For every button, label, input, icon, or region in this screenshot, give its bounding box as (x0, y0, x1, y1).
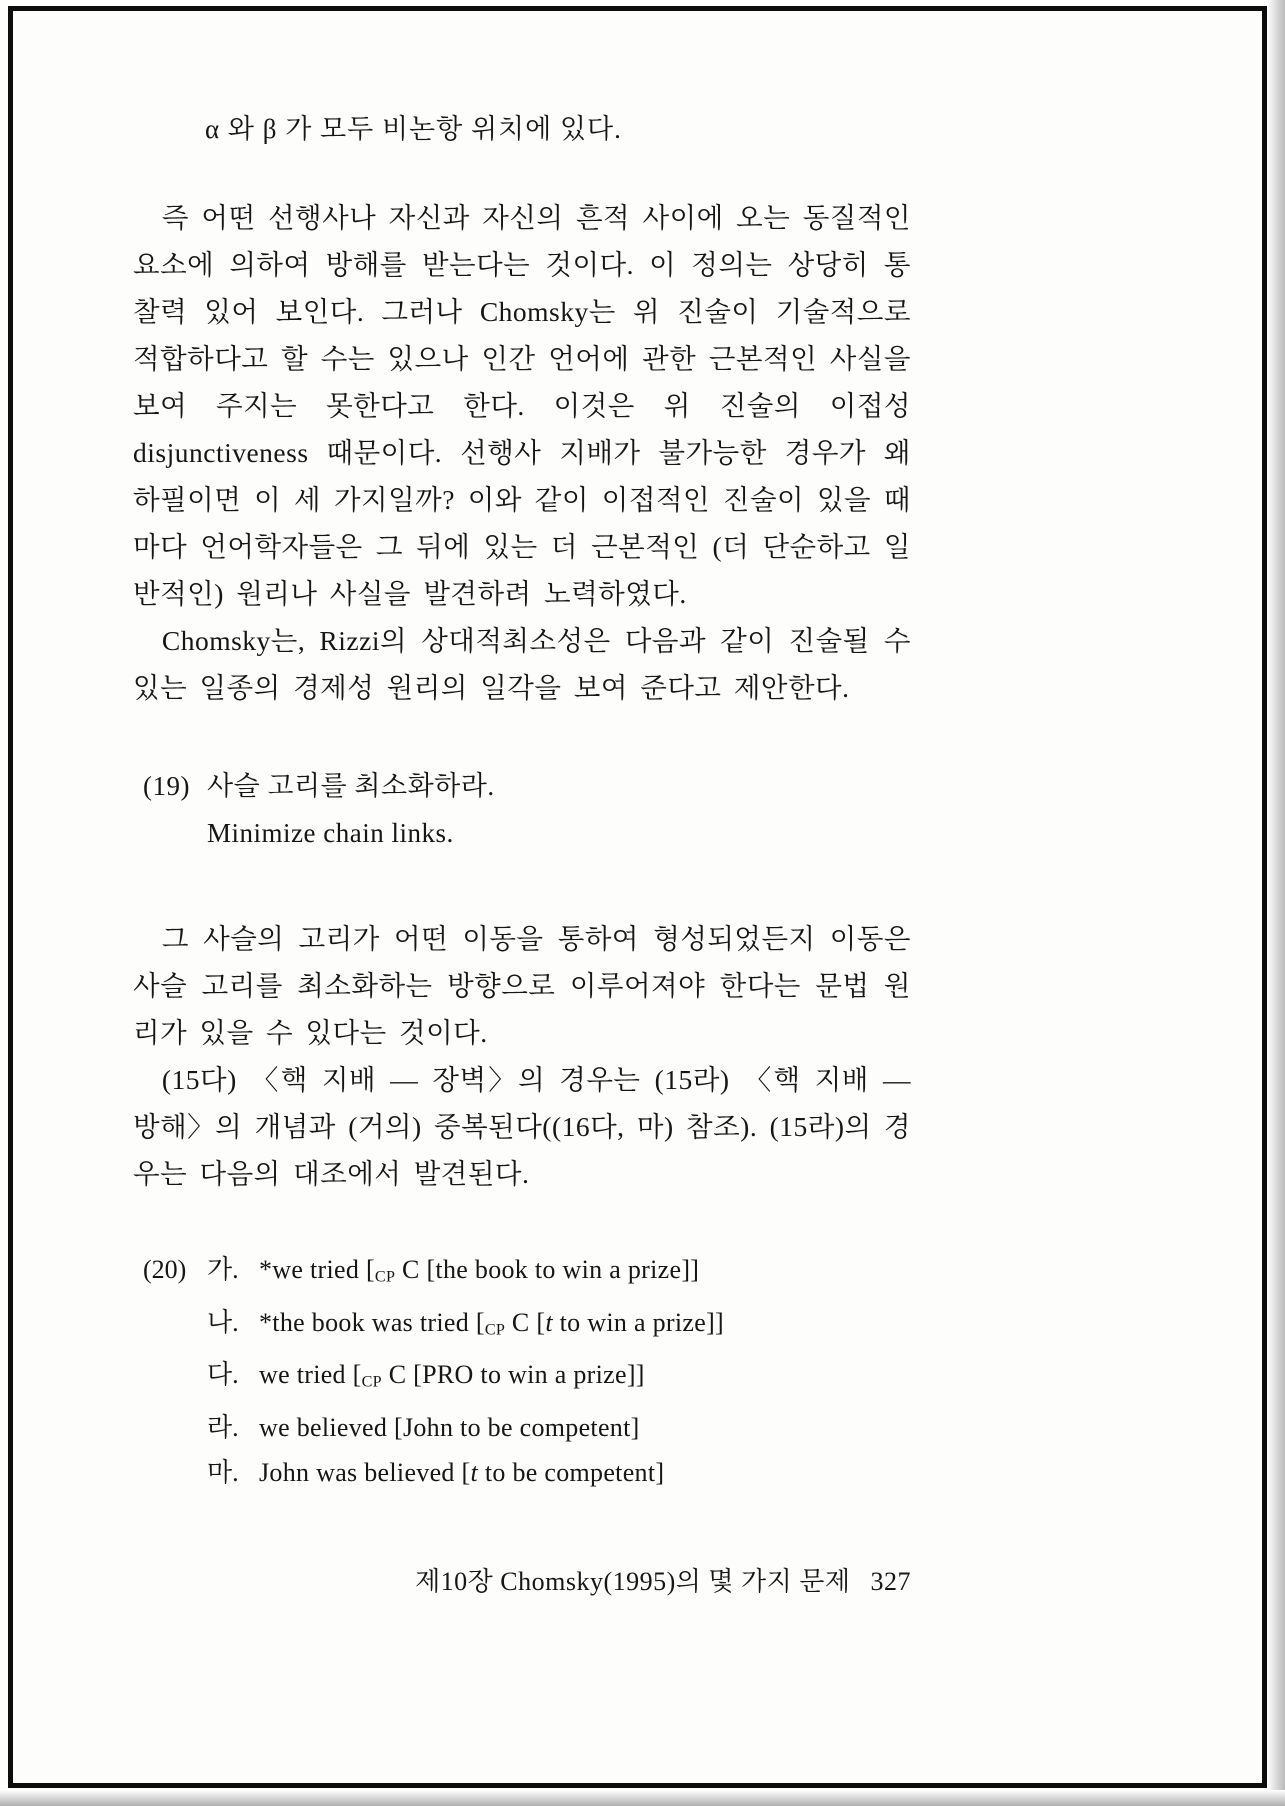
example-20-number: (20) (143, 1255, 187, 1284)
example-19-korean-line (143, 763, 911, 810)
example-20-item-text: we believed [John to be competent] (259, 1412, 640, 1442)
example-20-number (143, 1450, 207, 1495)
page-number: 327 (870, 1566, 911, 1596)
paragraph-1: 즉 어떤 선행사나 자신과 자신의 흔적 사이에 오는 동질적인 요소에 의하여 방해를 받는다는 것이다. 이 정의는 상당히 통찰력 있어 보인다. 그러나 Chomsky는 위 진술이 기술적으로 적합하다고 할 수는 있으나 인간 언어에 관한 근본적인 사실을 보여 주지는 못한다고 한다. 이것은 위 진술의 이접성 disjunctiveness 때문이다. 선행사 지배가 불가능한 경우가 왜 하필이면 이 세 가지일까? 이와 같이 이접적인 진술이 있을 때마다 언어학자들은 그 뒤에 있는 더 근본적인 (더 단순하고 일반적인) 원리나 사실을 발견하려 노력하였다. (133, 202, 911, 609)
example-20-number (143, 1300, 207, 1353)
example-20-item-text: we tried [CP C [PRO to win a prize]] (259, 1360, 645, 1391)
paragraph-4: (15다) 〈핵 지배 — 장벽〉의 경우는 (15라) 〈핵 지배 — 방해〉의 개념과 (거의) 중복된다((16다, 마) 참조). (15라)의 경우는 다음의 대조에서 발견된다. (133, 1064, 911, 1189)
paragraph-2: Chomsky는, Rizzi의 상대적최소성은 다음과 같이 진술될 수 있는 일종의 경제성 원리의 일각을 보여 준다고 제안한다. (133, 625, 911, 703)
example-20-list (133, 1247, 911, 1495)
example-19-korean-text: 사슬 고리를 최소화하라. (207, 771, 495, 801)
example-20-item-text: John was believed [t to be competent] (259, 1457, 665, 1487)
footer-chapter-title: 제10장 Chomsky(1995)의 몇 가지 문제 (415, 1566, 851, 1596)
example-20-number (143, 1405, 207, 1450)
example-20-item-label: 다. (207, 1360, 239, 1390)
paragraph-3: 그 사슬의 고리가 어떤 이동을 통하여 형성되었든지 이동은 사슬 고리를 최소화하는 방향으로 이루어져야 한다는 문법 원리가 있을 수 있다는 것이다. (133, 923, 911, 1048)
example-20-line (133, 1450, 911, 1495)
example-20-item-label: 라. (207, 1412, 239, 1442)
example-20-item-text: *we tried [CP C [the book to win a prize]] (259, 1255, 700, 1286)
example-20-item-label: 가. (207, 1255, 239, 1284)
example-20-item-text: *the book was tried [CP C [t to win a prize]] (259, 1307, 725, 1339)
text-column (133, 112, 911, 1598)
spacer (133, 146, 911, 194)
example-20-line (133, 1300, 911, 1353)
example-20-number (143, 1352, 207, 1405)
example-20-line (133, 1247, 911, 1300)
page-footer (133, 1561, 911, 1598)
example-20-line (133, 1352, 911, 1405)
example-19-number: (19) (143, 771, 190, 801)
scan-edge-bottom (0, 1790, 1285, 1806)
definition-quote-line: α 와 β 가 모두 비논항 위치에 있다. (205, 114, 622, 144)
example-19 (143, 763, 911, 857)
example-20-line (133, 1405, 911, 1450)
example-19-english-line: Minimize chain links. (207, 818, 454, 848)
example-20-item-label: 마. (207, 1457, 239, 1487)
example-20-item-label: 나. (207, 1307, 239, 1337)
